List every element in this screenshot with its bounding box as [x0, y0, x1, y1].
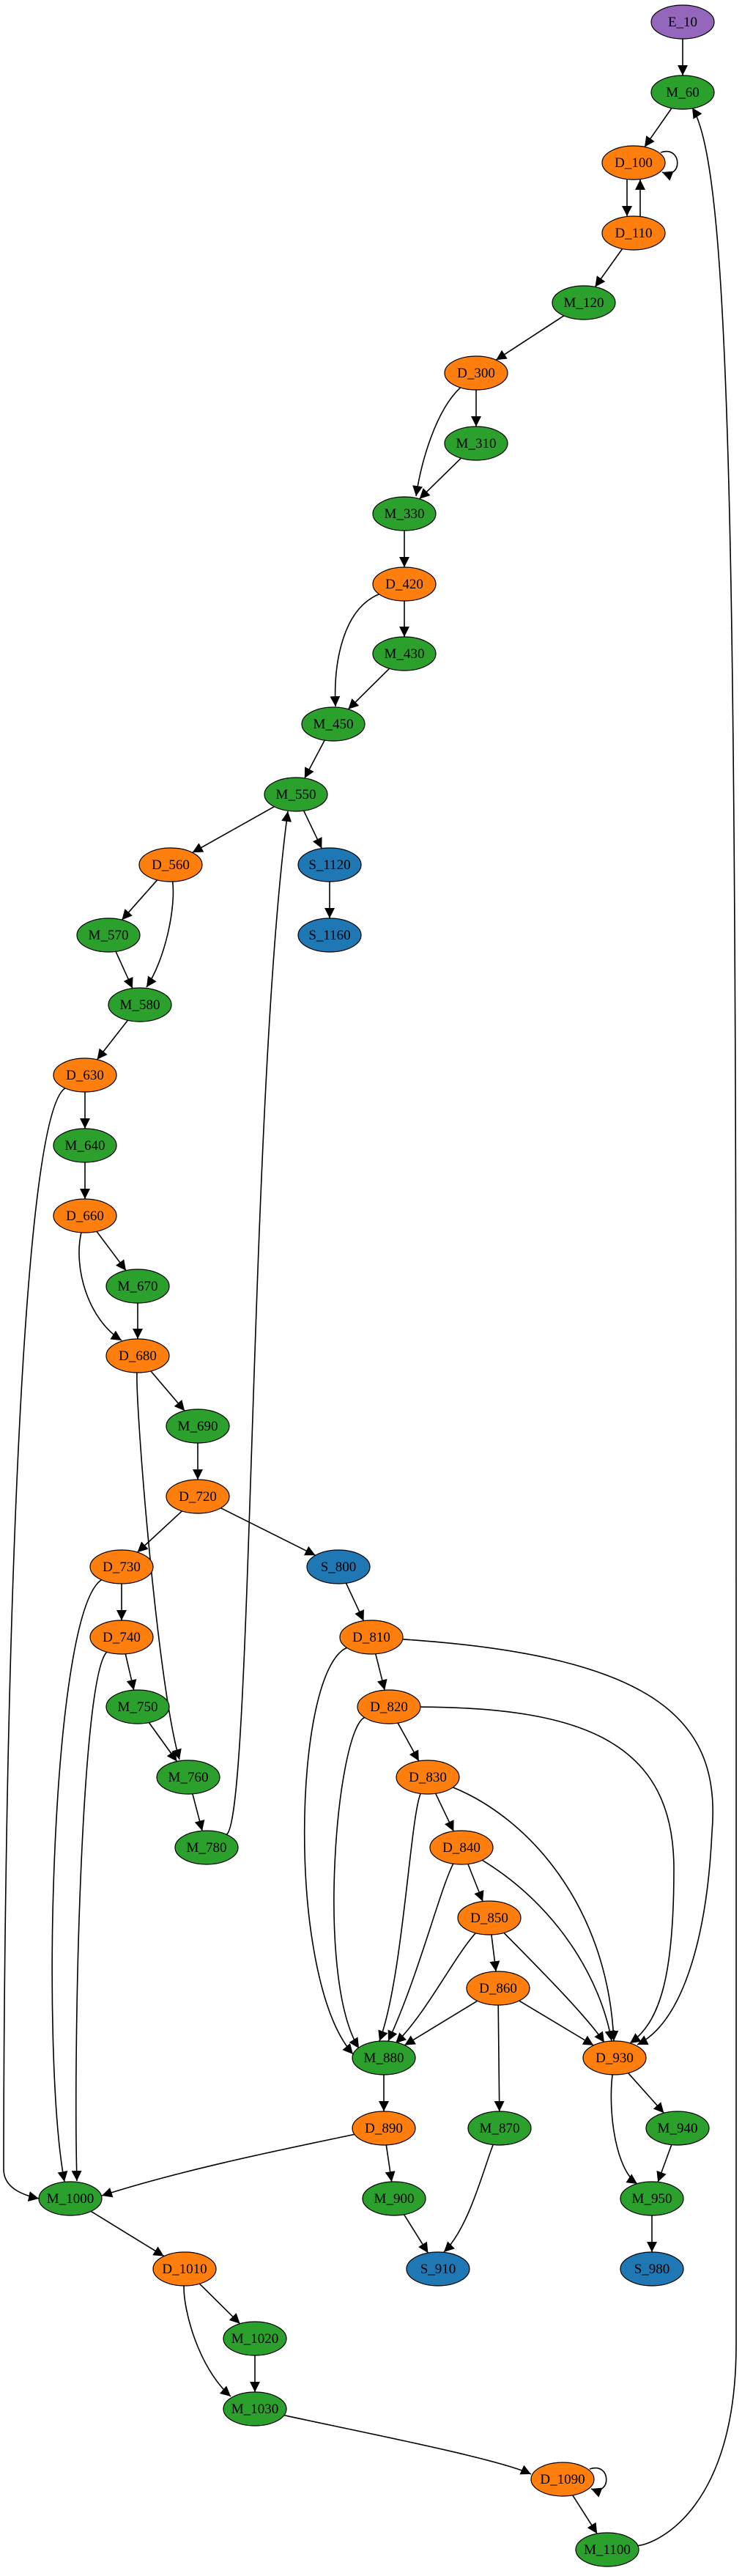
edge-D_1010-to-M_1020	[199, 2284, 240, 2324]
node-label-M_1100: M_1100	[584, 2542, 631, 2558]
node-S_1120	[298, 848, 361, 882]
edge-M_900-to-S_910	[404, 2215, 429, 2253]
node-label-M_1000: M_1000	[46, 2191, 94, 2207]
node-M_120	[552, 286, 615, 320]
node-D_420	[373, 567, 436, 601]
node-D_930	[583, 2041, 646, 2075]
node-label-M_950: M_950	[631, 2191, 672, 2207]
node-D_860	[467, 1971, 530, 2005]
node-M_780	[175, 1831, 238, 1864]
edge-D_740-to-M_750	[125, 1654, 133, 1690]
node-D_630	[53, 1058, 116, 1092]
node-D_850	[458, 1901, 521, 1935]
edge-D_740-to-M_1000	[76, 1652, 107, 2181]
node-S_1160	[298, 918, 361, 952]
edge-M_870-to-S_910	[444, 2145, 493, 2253]
node-label-D_830: D_830	[409, 1770, 447, 1785]
edge-D_420-to-M_450	[335, 594, 379, 706]
node-D_890	[352, 2111, 415, 2145]
edge-M_550-to-S_1120	[304, 811, 322, 848]
node-label-D_890: D_890	[365, 2121, 403, 2136]
node-label-M_430: M_430	[384, 646, 425, 662]
node-label-D_850: D_850	[470, 1911, 508, 1926]
node-D_560	[139, 848, 202, 882]
node-label-M_760: M_760	[168, 1770, 209, 1785]
node-label-D_860: D_860	[479, 1981, 517, 1996]
edge-D_820-to-D_830	[398, 1723, 419, 1761]
node-label-M_550: M_550	[275, 787, 316, 802]
node-D_840	[430, 1831, 493, 1864]
node-label-S_1120: S_1120	[308, 857, 351, 873]
edge-D_730-to-M_1000	[52, 1580, 101, 2182]
edge-D_560-to-M_570	[122, 880, 157, 920]
edge-M_570-to-M_580	[116, 951, 133, 988]
node-S_800	[307, 1550, 370, 1584]
edge-M_1030-to-D_1090	[284, 2416, 531, 2474]
node-label-D_720: D_720	[179, 1489, 217, 1505]
node-label-M_750: M_750	[117, 1700, 158, 1715]
edge-D_560-to-M_580	[146, 882, 173, 987]
node-D_660	[53, 1199, 116, 1233]
edge-D_930-to-M_940	[628, 2073, 664, 2114]
edge-M_750-to-M_760	[149, 1723, 177, 1762]
node-M_580	[108, 988, 171, 1022]
node-label-M_330: M_330	[384, 506, 425, 522]
edge-S_800-to-D_810	[346, 1583, 364, 1620]
edge-M_550-to-D_560	[193, 807, 275, 853]
node-label-S_910: S_910	[420, 2262, 456, 2277]
edge-D_860-to-M_880	[404, 2001, 477, 2045]
node-label-M_900: M_900	[374, 2191, 415, 2207]
node-M_450	[302, 707, 365, 741]
node-M_60	[651, 75, 714, 109]
node-label-S_800: S_800	[320, 1560, 357, 1575]
node-M_330	[373, 497, 436, 531]
edge-D_1090-to-M_1100	[573, 2495, 597, 2533]
node-M_950	[620, 2182, 683, 2215]
node-label-D_630: D_630	[66, 1068, 104, 1083]
edge-D_810-to-D_820	[376, 1654, 385, 1690]
node-M_310	[445, 427, 508, 460]
edge-D_830-to-D_840	[436, 1793, 454, 1831]
edge-D_820-to-D_930	[420, 1707, 674, 2043]
node-M_430	[373, 637, 436, 671]
node-M_640	[53, 1129, 116, 1162]
node-label-M_120: M_120	[563, 295, 604, 311]
node-M_570	[77, 918, 140, 952]
node-label-D_740: D_740	[103, 1630, 141, 1645]
node-M_1100	[576, 2533, 639, 2566]
node-label-M_310: M_310	[456, 436, 497, 451]
node-D_810	[340, 1620, 403, 1654]
node-label-D_730: D_730	[103, 1560, 141, 1575]
node-D_100	[602, 146, 665, 180]
node-label-D_930: D_930	[596, 2051, 634, 2066]
edge-M_430-to-M_450	[348, 668, 389, 709]
node-label-D_820: D_820	[370, 1700, 408, 1715]
edge-D_860-to-D_930	[519, 2001, 594, 2045]
node-label-M_940: M_940	[657, 2121, 698, 2136]
edge-D_890-to-M_1000	[102, 2134, 355, 2196]
edge-D_720-to-D_730	[138, 1511, 182, 1552]
node-D_110	[602, 216, 665, 250]
node-label-M_60: M_60	[666, 85, 700, 100]
node-label-D_110: D_110	[615, 226, 653, 241]
node-label-S_1160: S_1160	[308, 928, 351, 943]
edge-D_680-to-M_690	[151, 1371, 185, 1411]
edge-D_660-to-M_670	[97, 1231, 126, 1270]
node-label-S_980: S_980	[634, 2262, 670, 2277]
edge-M_1000-to-D_1010	[91, 2211, 164, 2256]
node-layer	[39, 5, 714, 2566]
node-label-M_880: M_880	[363, 2051, 404, 2066]
edge-D_810-to-M_880	[305, 1647, 353, 2054]
node-D_830	[396, 1760, 459, 1794]
edge-D_830-to-M_880	[379, 1793, 420, 2041]
node-label-M_640: M_640	[64, 1138, 105, 1154]
node-label-M_1020: M_1020	[231, 2331, 279, 2347]
node-M_750	[106, 1690, 169, 1724]
node-D_300	[445, 356, 508, 390]
node-D_1010	[153, 2252, 216, 2286]
node-label-M_780: M_780	[186, 1840, 227, 1856]
node-E_10	[651, 5, 714, 39]
edge-D_820-to-M_880	[334, 1718, 365, 2049]
edge-M_450-to-M_550	[305, 740, 324, 778]
node-D_730	[90, 1550, 153, 1584]
node-M_760	[157, 1760, 220, 1794]
node-label-M_570: M_570	[88, 928, 129, 943]
edge-M_310-to-M_330	[420, 458, 461, 499]
node-M_880	[352, 2041, 415, 2075]
edge-M_760-to-M_780	[193, 1794, 202, 1831]
node-label-D_1090: D_1090	[540, 2472, 585, 2487]
edge-M_1100-to-M_60	[638, 108, 736, 2546]
node-label-D_660: D_660	[66, 1208, 104, 1224]
node-D_1090	[531, 2462, 594, 2496]
edge-D_840-to-D_930	[482, 1860, 612, 2041]
node-D_720	[166, 1480, 229, 1513]
node-M_690	[166, 1409, 229, 1443]
node-D_680	[106, 1339, 169, 1373]
edge-D_850-to-D_860	[492, 1935, 496, 1971]
node-label-M_670: M_670	[117, 1279, 158, 1294]
edge-M_940-to-M_950	[658, 2145, 672, 2182]
node-label-D_810: D_810	[352, 1630, 390, 1645]
node-label-D_560: D_560	[152, 857, 190, 873]
node-label-D_420: D_420	[385, 577, 423, 592]
node-M_1000	[39, 2182, 102, 2215]
node-M_1030	[223, 2392, 286, 2426]
edge-M_780-to-M_550	[226, 811, 288, 1834]
edge-D_720-to-S_800	[220, 1508, 315, 1556]
node-label-D_680: D_680	[119, 1348, 157, 1364]
node-label-M_870: M_870	[479, 2121, 520, 2136]
edge-D_860-to-M_870	[498, 2005, 500, 2111]
edge-D_840-to-D_850	[468, 1864, 483, 1902]
node-M_550	[264, 778, 327, 811]
node-D_820	[357, 1690, 420, 1724]
edge-D_110-to-M_120	[595, 249, 622, 287]
node-label-E_10: E_10	[667, 15, 698, 30]
node-M_1020	[223, 2322, 286, 2355]
node-label-D_300: D_300	[457, 366, 495, 381]
edge-D_630-to-M_1000	[4, 1088, 65, 2199]
node-M_900	[363, 2182, 426, 2215]
node-label-M_1030: M_1030	[231, 2402, 279, 2417]
node-M_870	[468, 2111, 531, 2145]
node-M_940	[646, 2111, 709, 2145]
node-label-M_580: M_580	[119, 997, 160, 1013]
node-M_670	[106, 1269, 169, 1303]
node-label-M_690: M_690	[177, 1419, 218, 1434]
node-S_980	[620, 2252, 683, 2286]
edge-M_60-to-D_100	[645, 108, 672, 147]
edge-M_120-to-D_300	[496, 316, 564, 360]
edge-M_580-to-D_630	[97, 1020, 128, 1060]
edge-D_930-to-M_950	[611, 2075, 637, 2184]
node-label-D_1010: D_1010	[162, 2262, 207, 2277]
node-D_740	[90, 1620, 153, 1654]
node-label-D_100: D_100	[615, 155, 653, 171]
node-label-M_450: M_450	[313, 717, 354, 732]
node-label-D_840: D_840	[442, 1840, 481, 1856]
node-S_910	[407, 2252, 470, 2286]
edge-D_890-to-M_900	[386, 2145, 391, 2182]
